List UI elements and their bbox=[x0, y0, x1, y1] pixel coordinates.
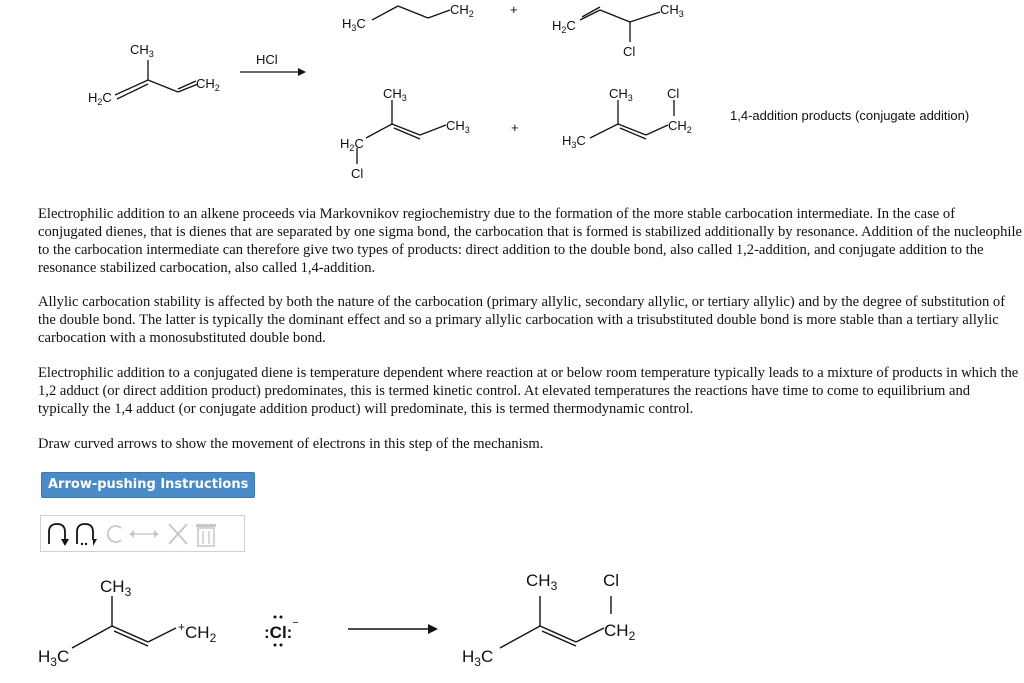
atom-h3c: $H_3C$ bbox=[342, 16, 366, 33]
atom-ch3: $CH_3$ bbox=[383, 86, 407, 103]
mechanism-drawing-area[interactable] bbox=[0, 555, 1024, 683]
plus-sign: + bbox=[510, 2, 518, 17]
atom-cl: Cl bbox=[351, 166, 364, 181]
atom-ch3: $CH_3$ bbox=[446, 118, 470, 135]
reagent-label: HCl bbox=[256, 52, 278, 67]
trash-icon[interactable] bbox=[193, 520, 219, 548]
instruction-text: Draw curved arrows to show the movement of electrons in this step of the mechanism. bbox=[38, 436, 544, 452]
mech-product-h3c: $H_3C$ bbox=[462, 647, 494, 669]
label-14-addition: 1,4-addition products (conjugate addition) bbox=[730, 108, 970, 123]
mech-h3c: $H_3C$ bbox=[38, 647, 70, 669]
mech-ch2-cation: $^+CH_2$ bbox=[178, 620, 217, 645]
mech-chloride-anion: :Cl:− bbox=[264, 617, 299, 642]
resonance-arrow-icon[interactable] bbox=[129, 520, 159, 548]
curved-arrow-icon[interactable] bbox=[45, 520, 71, 548]
atom-ch2: $CH_2$ bbox=[450, 2, 474, 19]
atom-ch2: $CH_2$ bbox=[196, 76, 220, 93]
drawing-toolbar bbox=[40, 515, 245, 552]
atom-h3c: $H_3C$ bbox=[562, 133, 586, 150]
atom-ch3: $CH_3$ bbox=[609, 86, 633, 103]
atom-ch2: $CH_2$ bbox=[668, 118, 692, 135]
atom-cl: Cl bbox=[623, 44, 636, 59]
atom-ch3: $CH_3$ bbox=[660, 2, 684, 19]
paragraph-markovnikov: Electrophilic addition to an alkene proceeds via Markovnikov regiochemistry due to the formation of the more stable carbocation intermediate. In the case of conjugated dienes, that is dienes that are separated by one sigma bond, the carbocation that is formed is stabilized additionally by resonance. Addition of the nucleophile to the carbocation intermediate can therefore give two types of products: direct addition to the double bond, also called 1,2-addition, and conjugate addition to the resonance stabilized carbocation, also called 1,4-addition. bbox=[38, 206, 1022, 276]
mech-ch3: $CH_3$ bbox=[100, 577, 132, 599]
delete-x-icon[interactable] bbox=[165, 520, 191, 548]
mech-product-ch2: $CH_2$ bbox=[604, 621, 636, 643]
atom-h2c: $H_2C$ bbox=[88, 90, 112, 107]
mech-product-cl: Cl bbox=[603, 571, 620, 590]
paragraph-temperature: Electrophilic addition to a conjugated diene is temperature dependent where reaction at or below room temperature typically leads to a mixture of products in which the 1,2 adduct (or direct addition product) predominates, this is termed kinetic control. At elevated temperatures the reactions have time to come to equilibrium and typically the 1,4 adduct (or conjugate addition product) will predominate, this is termed thermodynamic control. bbox=[38, 365, 1019, 417]
arrow-pushing-instructions-button[interactable]: Arrow-pushing Instructions bbox=[41, 472, 255, 498]
atom-cl: Cl bbox=[667, 86, 680, 101]
atom-ch3: $CH_3$ bbox=[130, 42, 154, 59]
atom-h2c: $H_2C$ bbox=[340, 136, 364, 153]
atom-h2c: $H_2C$ bbox=[552, 18, 576, 35]
reaction-scheme bbox=[0, 0, 1024, 200]
single-electron-arrow-icon[interactable] bbox=[73, 520, 99, 548]
plus-sign: + bbox=[511, 120, 519, 135]
lasso-icon[interactable] bbox=[103, 520, 129, 548]
paragraph-allylic-stability: Allylic carbocation stability is affected by both the nature of the carbocation (primary allylic, secondary allylic, or tertiary allylic) and by the degree of substitution of the double bond. The latter is typically the dominant effect and so a primary allylic carbocation with a trisubstituted double bond is more stable than a tertiary allylic carbocation with a monosubstituted double bond. bbox=[38, 294, 1006, 346]
mech-product-ch3: $CH_3$ bbox=[526, 571, 558, 593]
